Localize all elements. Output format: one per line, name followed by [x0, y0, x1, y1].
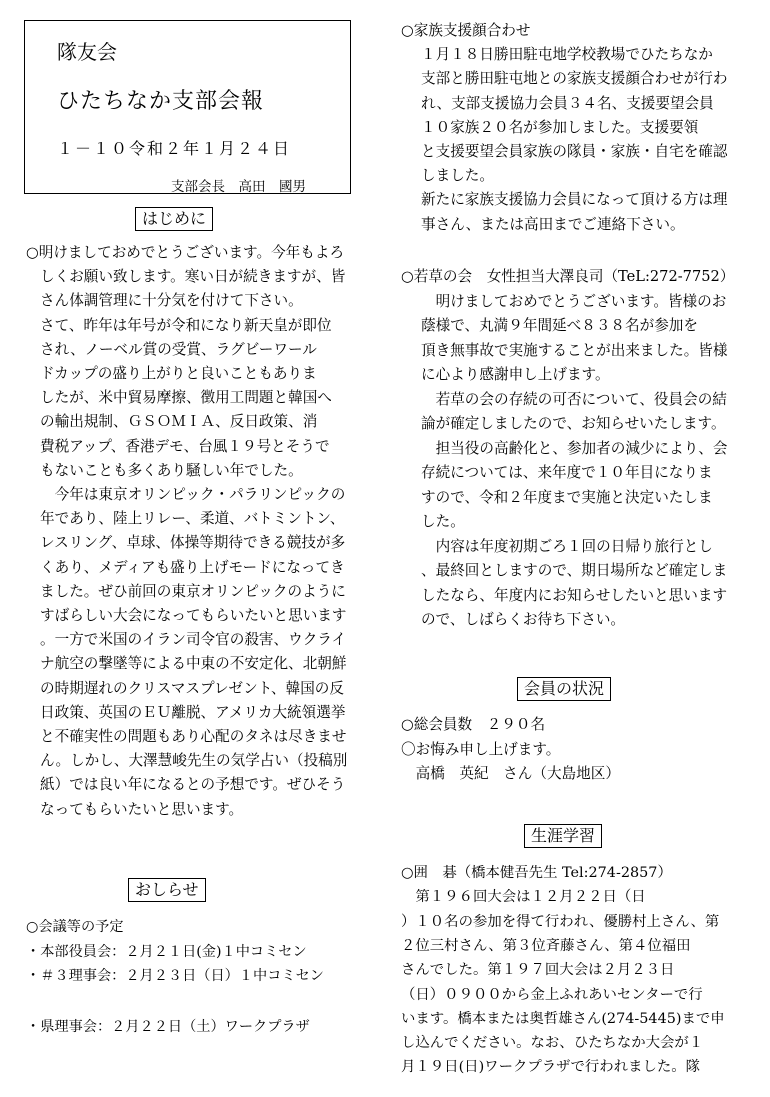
text-line: 若草の会の存続の可否について、役員会の結 — [421, 390, 727, 408]
text-line: 担当役の高齢化と、参加者の減少により、会 — [421, 439, 728, 457]
text-line: と支援要望会員家族の隊員・家族・自宅を確認 — [421, 143, 728, 160]
text-line: 内容は年度初期ごろ１回の日帰り旅行とし — [421, 537, 713, 555]
text-line: ○会議等の予定 — [26, 919, 124, 935]
issue-date: １－１０令和２年１月２４日 — [57, 139, 292, 158]
text-line: 〇お悔み申し上げます。 — [401, 741, 561, 758]
text-line: 年であり、陸上リレー、柔道、バトミントン、 — [40, 510, 345, 528]
text-line: した。 — [421, 513, 465, 530]
text-line: さんでした。第１９７回大会は２月２３日 — [401, 962, 675, 979]
text-line: と不確実性の問題もあり心配のタネは尽きませ — [40, 728, 347, 745]
text-line: 月１９日(日)ワークプラザで行われました。隊 — [401, 1059, 701, 1076]
text-line: くあり、メディアも盛り上げモードになってき — [40, 558, 345, 576]
text-line: しました。 — [421, 167, 494, 185]
text-line: もないことも多くあり騒しい年でした。 — [40, 461, 303, 479]
text-line: し込んでください。なお、ひたちなか大会が１ — [401, 1035, 704, 1052]
learning-heading: 生涯学習 — [524, 824, 602, 848]
text-line: され、ノーベル賞の受賞、ラグビーワール — [40, 340, 317, 358]
text-line: ○総会員数 ２９０名 — [401, 716, 546, 733]
text-line: ○若草の会 女性担当大澤良司（TeL:272-7752） — [401, 268, 735, 285]
text-line: １０家族２０名が参加しました。支援要領 — [421, 118, 699, 136]
text-line: ドカップの盛り上がりと良いこともありま — [40, 365, 317, 382]
members-heading: 会員の状況 — [517, 677, 611, 701]
text-line: 支部と勝田駐屯地との家族支援顔合わせが行わ — [421, 70, 728, 88]
intro-heading: はじめに — [135, 207, 213, 231]
text-line: ○明けましておめでとうございます。今年もよろ — [26, 244, 345, 261]
text-line: 日政策、英国のＥＵ離脱、アメリカ大統領選挙 — [40, 703, 346, 721]
text-line: 頂き無事故で実施することが出来ました。皆様 — [421, 341, 728, 359]
text-line: 高橋 英紀 さん（大島地区） — [401, 765, 620, 782]
text-line: 第１９６回大会は１２月２２日（日 — [401, 889, 646, 906]
org-name: 隊友会 — [57, 40, 117, 64]
text-line: すので、令和２年度まで実施と決定いたしま — [421, 488, 713, 506]
text-line: に心より感謝申し上げます。 — [421, 366, 610, 383]
text-line: さて、昨年は年号が令和になり新天皇が即位 — [40, 316, 332, 334]
text-line: したなら、年度内にお知らせしたいと思います — [421, 586, 728, 604]
text-line: ので、しばらくお待ち下さい。 — [421, 611, 626, 628]
text-line: ナ航空の撃墜等による中東の不安定化、北朝鮮 — [40, 655, 347, 673]
text-line: なってもらいたいと思います。 — [40, 800, 244, 818]
text-line: 事さん、または高田までご連絡下さい。 — [421, 215, 685, 233]
text-line: れ、支部支援協力会員３４名、支援要望会員 — [421, 94, 714, 112]
notice-heading: おしらせ — [128, 878, 206, 902]
text-line: ・県理事会：２月２２日（土）ワークプラザ — [26, 1019, 310, 1035]
text-line: 存続については、来年度で１０年目になりま — [421, 464, 713, 481]
text-line: 蔭様で、丸満９年間延べ８３８名が参加を — [421, 317, 698, 334]
text-line: さん体調管理に十分気を付けて下さい。 — [40, 292, 303, 310]
text-line: ）１０名の参加を得て行われ、優勝村上さん、第 — [401, 913, 720, 930]
text-line: （日）０９００から金上ふれあいセンターで行 — [401, 986, 703, 1003]
text-line: 明けましておめでとうございます。皆様のお — [421, 292, 727, 310]
text-line: ました。ぜひ前回の東京オリンピックのように — [40, 582, 346, 600]
text-line: ○家族支援顔合わせ — [401, 22, 531, 39]
text-line: 費税アップ、香港デモ、台風１９号とそうで — [40, 437, 330, 455]
bulletin-title: ひたちなか支部会報 — [57, 89, 265, 114]
text-line: したが、米中貿易摩擦、徴用工問題と韓国へ — [40, 389, 332, 407]
text-line: 新たに家族支援協力会員になって頂ける方は理 — [421, 191, 728, 209]
text-line: 紙）では良い年になるとの予想です。ぜひそう — [40, 776, 346, 794]
text-line: 今年は東京オリンピック・パラリンピックの — [40, 486, 346, 503]
text-line: ２位三村さん、第３位斉藤さん、第４位福田 — [401, 937, 691, 954]
text-line: １月１８日勝田駐屯地学校教場でひたちなか — [421, 46, 713, 64]
text-line: ん。しかし、大澤慧峻先生の気学占い（投稿別 — [40, 752, 348, 770]
text-line: ・本部役員会：２月２１日(金)１中コミセン — [26, 944, 307, 960]
text-line: 、最終回としますので、期日場所など確定しま — [421, 562, 728, 579]
branch-chief: 支部会長 高田 國男 — [171, 179, 306, 195]
text-line: ○囲 碁（橋本健吾先生 Tel:274-2857） — [401, 865, 672, 881]
text-line: の輸出規制、ＧＳＯＭＩＡ、反日政策、消 — [40, 413, 318, 431]
text-line: ・＃３理事会：２月２３日（日）１中コミセン — [26, 968, 324, 984]
text-line: 。一方で米国のイラン司令官の殺害、ウクライ — [40, 631, 347, 649]
text-line: レスリング、卓球、体操等期待できる競技が多 — [40, 534, 346, 552]
text-line: 論が確定しましたので、お知らせいたします。 — [421, 415, 726, 432]
text-line: の時期遅れのクリスマスプレゼント、韓国の反 — [40, 679, 344, 697]
text-line: います。橋本または奥哲雄さん(274-5445)まで申 — [401, 1010, 725, 1027]
text-line: しくお願い致します。寒い日が続きますが、皆 — [40, 268, 346, 286]
text-line: すばらしい大会になってもらいたいと思います — [40, 607, 347, 624]
